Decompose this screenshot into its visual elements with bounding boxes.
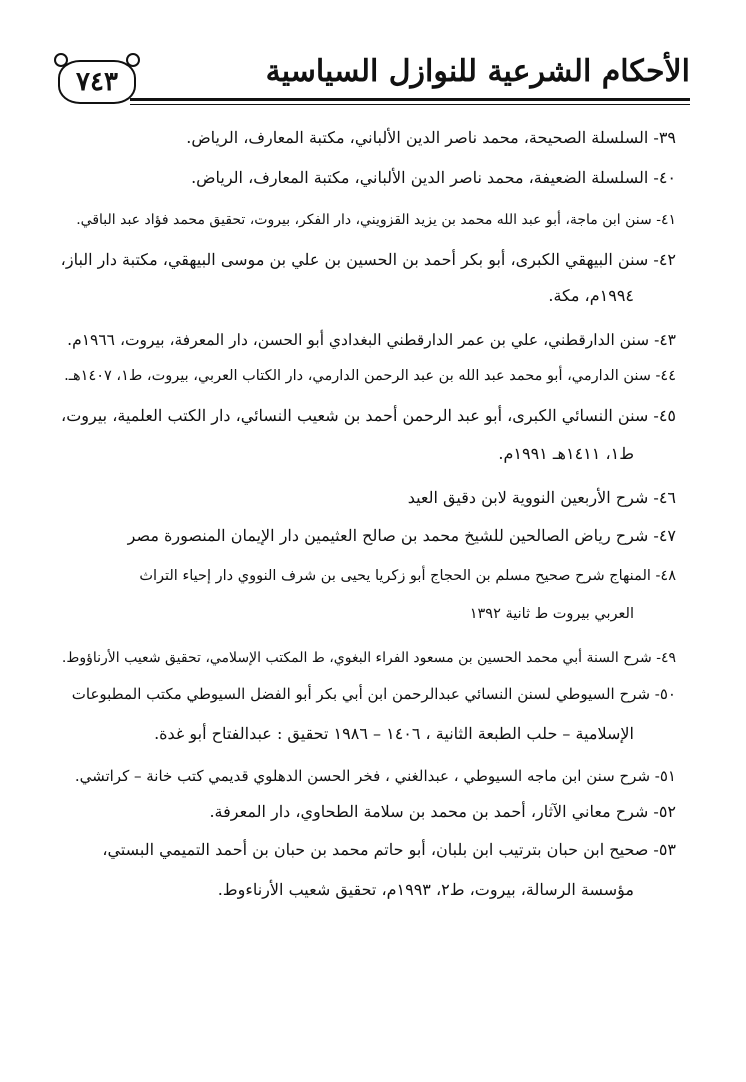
entry-number: ٤٦- (653, 488, 676, 507)
running-header (58, 44, 690, 110)
entry-first-line (76, 210, 676, 230)
entry-continuation-line (154, 724, 676, 744)
entry-text: شرح الأربعين النووية لابن دقيق العيد (407, 488, 649, 507)
entry-number: ٣٩- (653, 128, 676, 147)
entry-number: ٥٠- (654, 685, 676, 703)
entry-continuation-line (470, 604, 676, 624)
entry-number: ٤٩- (656, 650, 676, 666)
entry-number: ٤٠- (653, 168, 676, 187)
entry-text: ١٩٩٤م، مكة. (548, 286, 634, 305)
entry-text: شرح السيوطي لسنن النسائي عبدالرحمن ابن أبي بكر أبو الفضل السيوطي مكتب المطبوعات (71, 685, 651, 703)
entry-text: سنن ابن ماجة، أبو عبد الله محمد بن يزيد القزويني، دار الفكر، بيروت، تحقيق محمد فؤاد عبد الباقي. (76, 212, 652, 228)
entry-text: سنن البيهقي الكبرى، أبو بكر أحمد بن الحسين بن علي بن موسى البيهقي، مكتبة دار الباز، (60, 250, 649, 269)
entry-first-line (64, 366, 676, 386)
entry-text: شرح رياض الصالحين للشيخ محمد بن صالح العثيمين دار الإيمان المنصورة مصر (127, 526, 649, 545)
entry-number: ٤١- (656, 212, 676, 228)
entry-first-line (186, 128, 676, 148)
entry-number: ٤٧- (653, 526, 676, 545)
entry-first-line (67, 330, 676, 350)
entry-text: الإسلامية – حلب الطبعة الثانية ، ١٤٠٦ – ١٩٨٦ تحقيق : عبدالفتاح أبو غدة. (154, 724, 634, 743)
header-rule-thin (130, 104, 690, 105)
book-title: الأحكام الشرعية للنوازل السياسية (265, 54, 690, 89)
entry-first-line (75, 766, 676, 786)
entry-first-line (72, 684, 676, 704)
entry-continuation-line (548, 286, 676, 306)
entry-text: العربي بيروت ط ثانية ١٣٩٢ (469, 606, 634, 622)
entry-first-line (62, 648, 676, 668)
entry-text: سنن الدارقطني، علي بن عمر الدارقطني البغدادي أبو الحسن، دار المعرفة، بيروت، ١٩٦٦م. (67, 331, 650, 349)
entry-text: شرح السنة أبي محمد الحسين بن مسعود الفراء البغوي، ط المكتب الإسلامي، تحقيق شعيب الأرناؤوط. (61, 650, 652, 666)
entry-number: ٥١- (654, 767, 676, 785)
page-number: ٧٤٣ (76, 67, 118, 97)
entry-continuation-line (498, 444, 676, 464)
entry-number: ٤٢- (653, 250, 676, 269)
entry-text: السلسلة الضعيفة، محمد ناصر الدين الألباني، مكتبة المعارف، الرياض. (191, 168, 649, 187)
entry-number: ٤٨- (655, 568, 676, 584)
entry-text: شرح سنن ابن ماجه السيوطي ، عبدالغني ، فخر الحسن الدهلوي قديمي كتب خانة – كراتشي. (74, 767, 651, 785)
entry-first-line (61, 250, 676, 270)
entry-continuation-line (218, 880, 676, 900)
entry-text: السلسلة الصحيحة، محمد ناصر الدين الألباني، مكتبة المعارف، الرياض. (186, 128, 649, 147)
entry-number: ٥٣- (653, 840, 676, 859)
entry-text: ط١، ١٤١١هـ ١٩٩١م. (498, 444, 634, 463)
entry-first-line (209, 802, 676, 822)
entry-text: سنن النسائي الكبرى، أبو عبد الرحمن أحمد بن شعيب النسائي، دار الكتب العلمية، بيروت، (61, 406, 649, 425)
entry-text: سنن الدارمي، أبو محمد عبد الله بن عبد الرحمن الدارمي، دار الكتاب العربي، بيروت، ط١، ١٤٠٧هـ. (64, 368, 651, 384)
entry-number: ٥٢- (653, 802, 676, 821)
entry-first-line (128, 526, 676, 546)
entry-text: شرح معاني الآثار، أحمد بن محمد بن سلامة الطحاوي، دار المعرفة. (209, 802, 649, 821)
entry-number: ٤٤- (655, 368, 676, 384)
entry-text: المنهاج شرح صحيح مسلم بن الحجاج أبو زكريا يحيى بن شرف النووي دار إحياء التراث (139, 568, 651, 584)
entry-first-line (191, 168, 676, 188)
entry-number: ٤٥- (653, 406, 676, 425)
entry-text: صحيح ابن حبان بترتيب ابن بلبان، أبو حاتم محمد بن حبان بن أحمد التميمي البستي، (102, 840, 649, 859)
entry-first-line (102, 840, 676, 860)
header-rule (130, 98, 690, 101)
entry-text: مؤسسة الرسالة، بيروت، ط٢، ١٩٩٣م، تحقيق شعيب الأرناءوط. (217, 880, 634, 899)
page-number-frame (58, 60, 136, 104)
entry-first-line (408, 488, 676, 508)
entry-number: ٤٣- (654, 331, 676, 349)
entry-first-line (139, 566, 676, 586)
entry-first-line (61, 406, 676, 426)
